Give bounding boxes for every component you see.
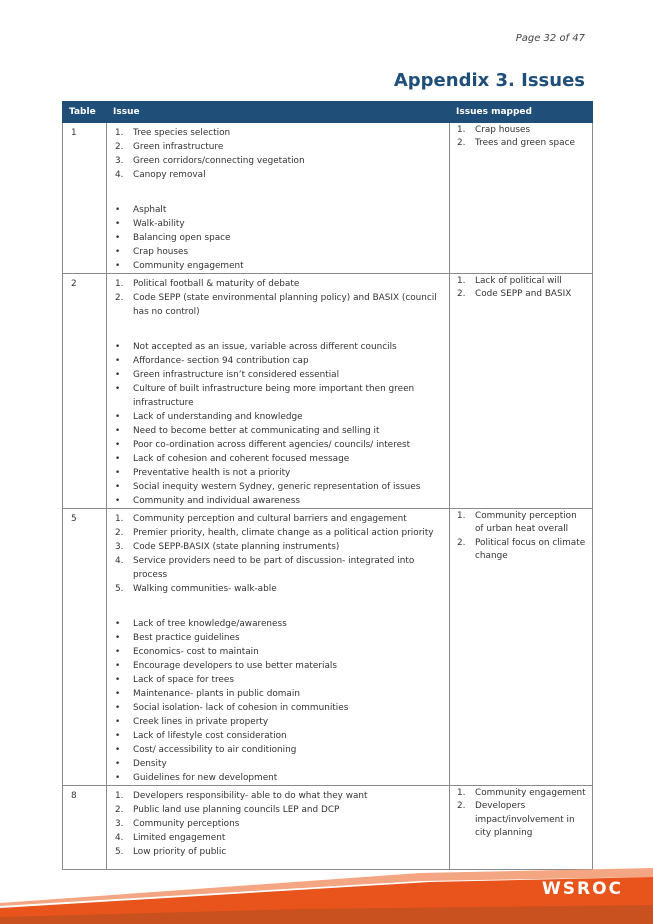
- numbered-issue-item: 1. Community perception and cultural barriers and engagement: [115, 514, 407, 524]
- header-table: Table: [63, 102, 107, 123]
- issues-mapped-cell: [450, 123, 593, 274]
- numbered-issue-item: 3. Green corridors/connecting vegetation: [115, 156, 305, 166]
- issues-mapped-item: 1. Community engagement: [457, 788, 586, 798]
- numbered-issue-item: 2. Premier priority, health, climate change as a political action priority: [115, 528, 434, 538]
- numbered-issue-item: 5. Walking communities- walk-able: [115, 584, 277, 594]
- bullet-issue-item: • Lack of lifestyle cost consideration: [115, 731, 287, 741]
- bullet-issue-list: [111, 203, 445, 273]
- numbered-issue-item: 4. Canopy removal: [115, 170, 206, 180]
- page-title: Appendix 3. Issues: [393, 70, 585, 91]
- table-row: [63, 274, 593, 509]
- numbered-issue-item: 3. Community perceptions: [115, 819, 240, 829]
- bullet-issue-item: • Lack of understanding and knowledge: [115, 412, 303, 422]
- header-issue: Issue: [107, 102, 450, 123]
- numbered-issue-item: 2. Public land use planning councils LEP and DCP: [115, 805, 340, 815]
- numbered-issue-item: 2. Code SEPP (state environmental planning policy) and BASIX (council has no control): [115, 293, 437, 317]
- issues-mapped-item: 2. Developers impact/involvement in city planning: [457, 801, 575, 838]
- issues-mapped-cell: [450, 509, 593, 786]
- bullet-issue-item: • Need to become better at communicating and selling it: [115, 426, 380, 436]
- table-row: [63, 509, 593, 786]
- bullet-issue-list: [111, 340, 445, 508]
- bullet-issue-item: • Economics- cost to maintain: [115, 647, 259, 657]
- issues-mapped-list: [454, 275, 588, 302]
- numbered-issue-item: 1. Developers responsibility- able to do what they want: [115, 791, 368, 801]
- numbered-issue-list: [111, 126, 445, 182]
- issues-mapped-cell: [450, 274, 593, 509]
- wsroc-logo: WSROC: [542, 879, 624, 899]
- bullet-issue-item: • Culture of built infrastructure being more important then green infrastructure: [115, 384, 415, 408]
- bullet-issue-item: • Social inequity western Sydney, generic representation of issues: [115, 482, 421, 492]
- issues-mapped-list: [454, 787, 588, 840]
- issues-mapped-item: 2. Trees and green space: [457, 138, 575, 149]
- issues-mapped-item: 1. Lack of political will: [457, 276, 562, 286]
- issues-mapped-item: 1. Crap houses: [457, 125, 531, 135]
- bullet-issue-item: • Affordance- section 94 contribution cap: [115, 356, 309, 366]
- bullet-issue-item: • Guidelines for new development: [115, 773, 278, 783]
- issue-cell: [107, 274, 450, 509]
- bullet-issue-item: • Community engagement: [115, 261, 244, 271]
- numbered-issue-item: 1. Political football & maturity of debate: [115, 279, 300, 289]
- table-number-cell: 5: [63, 509, 107, 786]
- bullet-issue-item: • Creek lines in private property: [115, 717, 269, 727]
- bullet-issue-item: • Best practice guidelines: [115, 633, 240, 643]
- issues-mapped-cell: [450, 786, 593, 870]
- numbered-issue-list: [111, 277, 445, 319]
- bullet-issue-item: • Crap houses: [115, 247, 189, 257]
- issues-mapped-list: [454, 510, 588, 563]
- numbered-issue-item: 3. Code SEPP-BASIX (state planning instruments): [115, 542, 340, 552]
- issues-table: [62, 101, 593, 870]
- bullet-issue-item: • Balancing open space: [115, 233, 231, 243]
- numbered-issue-item: 2. Green infrastructure: [115, 142, 224, 152]
- numbered-issue-item: 5. Low priority of public: [115, 847, 227, 857]
- table-header-row: [63, 102, 593, 123]
- issues-mapped-item: 2. Code SEPP and BASIX: [457, 289, 572, 300]
- bullet-issue-item: • Lack of cohesion and coherent focused message: [115, 454, 350, 464]
- issues-mapped-list: [454, 124, 588, 151]
- table-row: [63, 123, 593, 274]
- numbered-issue-list: [111, 512, 445, 596]
- table-number-cell: 1: [63, 123, 107, 274]
- bullet-issue-item: • Community and individual awareness: [115, 496, 300, 506]
- bullet-issue-item: • Walk-ability: [115, 219, 185, 229]
- bullet-issue-item: • Poor co-ordination across different agencies/ councils/ interest: [115, 440, 411, 450]
- issue-cell: [107, 509, 450, 786]
- issues-mapped-item: 1. Community perception of urban heat overall: [457, 511, 577, 535]
- bullet-issue-item: • Cost/ accessibility to air conditioning: [115, 745, 297, 755]
- page-number: Page 32 of 47: [515, 33, 585, 44]
- bullet-issue-item: • Social isolation- lack of cohesion in communities: [115, 703, 349, 713]
- bullet-issue-item: • Density: [115, 759, 167, 769]
- header-issues-mapped: Issues mapped: [450, 102, 593, 123]
- bullet-issue-item: • Maintenance- plants in public domain: [115, 689, 300, 699]
- bullet-issue-item: • Not accepted as an issue, variable across different councils: [115, 342, 397, 352]
- table-number-cell: 2: [63, 274, 107, 509]
- bullet-issue-item: • Green infrastructure isn’t considered essential: [115, 370, 340, 380]
- numbered-issue-item: 4. Limited engagement: [115, 833, 226, 843]
- bullet-issue-item: • Lack of space for trees: [115, 675, 234, 685]
- table-number-cell: 8: [63, 786, 107, 870]
- issue-cell: [107, 123, 450, 274]
- bullet-issue-item: • Preventative health is not a priority: [115, 468, 291, 478]
- table-row: [63, 786, 593, 870]
- issue-cell: [107, 786, 450, 870]
- bullet-issue-item: • Asphalt: [115, 205, 167, 215]
- issues-mapped-item: 2. Political focus on climate change: [457, 537, 586, 561]
- numbered-issue-list: [111, 789, 445, 859]
- bullet-issue-item: • Encourage developers to use better materials: [115, 661, 337, 671]
- numbered-issue-item: 4. Service providers need to be part of discussion- integrated into process: [115, 556, 415, 580]
- numbered-issue-item: 1. Tree species selection: [115, 128, 231, 138]
- bullet-issue-item: • Lack of tree knowledge/awareness: [115, 619, 287, 629]
- bullet-issue-list: [111, 617, 445, 785]
